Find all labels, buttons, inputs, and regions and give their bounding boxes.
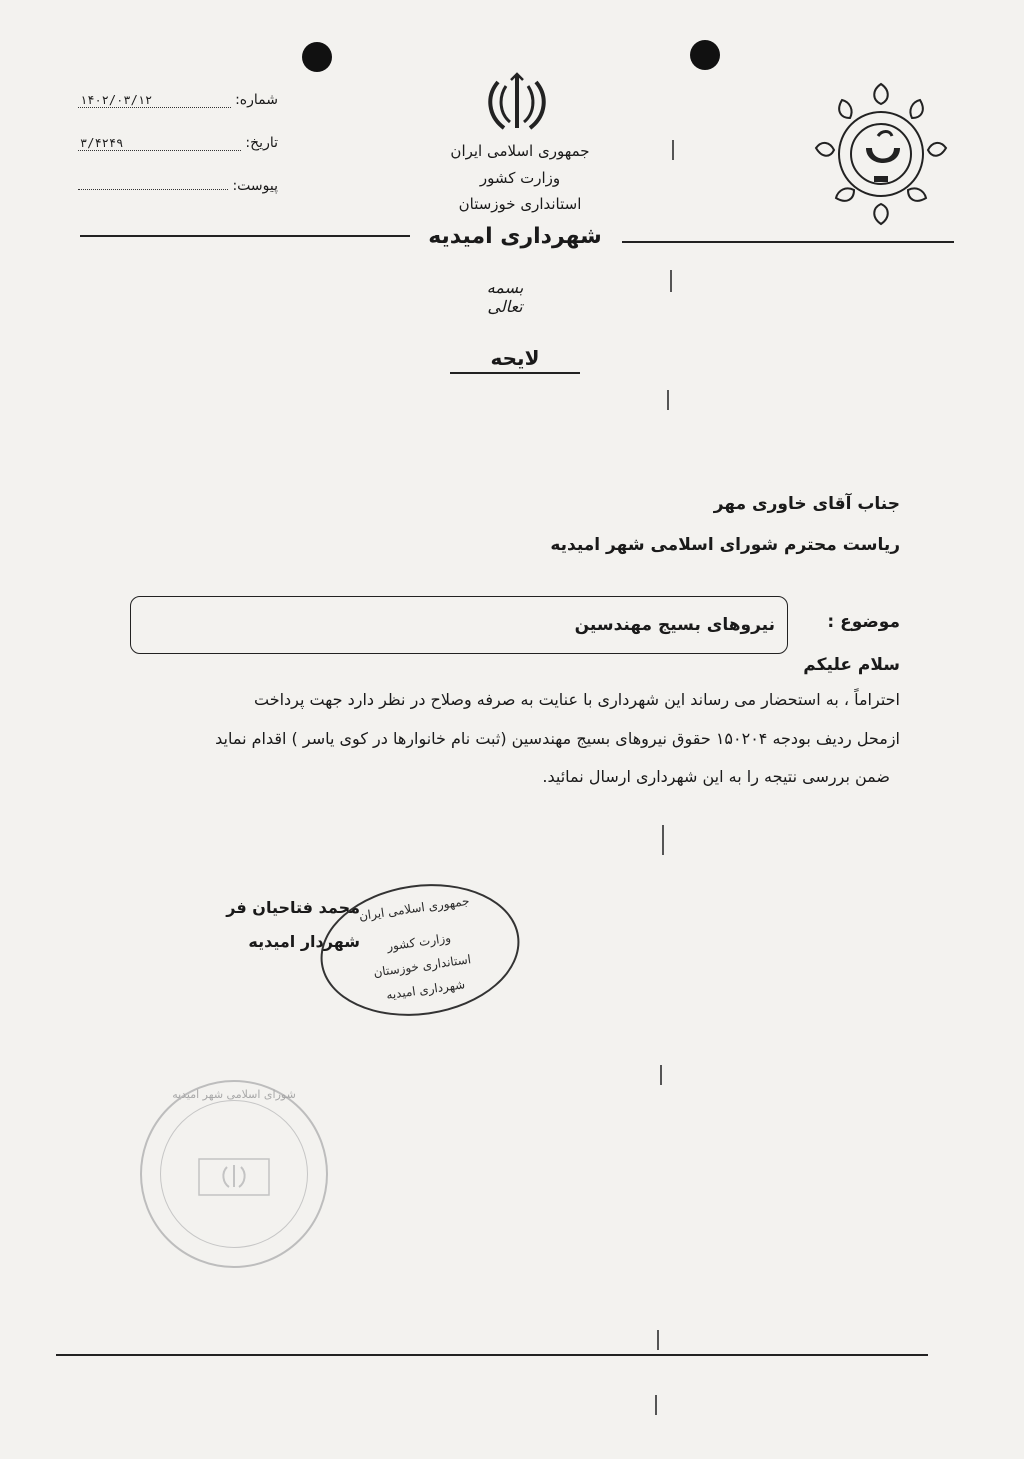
document-type-title: لایحه <box>450 346 580 374</box>
fold-mark <box>657 1330 659 1350</box>
number-label: شماره: <box>235 92 278 108</box>
addressee-name: جناب آقای خاوری مهر <box>713 494 900 514</box>
body-line: احتراماً ، به استحضار می رساند این شهرداری با عنایت به صرفه وصلاح در نظر دارد جهت پرداخت <box>253 690 900 709</box>
date-label: تاریخ: <box>245 135 278 151</box>
fold-mark <box>662 825 664 855</box>
attachment-value <box>78 189 228 190</box>
council-stamp-text: شورای اسلامی شهر امیدیه <box>172 1088 296 1101</box>
official-stamp <box>312 872 528 1029</box>
date-value: ۳/۴۲۴۹ <box>78 136 241 151</box>
province-name: استانداری خوزستان <box>458 195 582 213</box>
subject-label: موضوع : <box>827 612 900 632</box>
stamp-line: وزارت کشور <box>386 930 452 954</box>
fold-mark <box>667 390 669 410</box>
body-line: ضمن بررسی نتیجه را به این شهرداری ارسال نمائید. <box>542 767 890 786</box>
body-line: ازمحل ردیف بودجه ۱۵۰۲۰۴ حقوق نیروهای بسیج مهندسین (ثبت نام خانوارها در کوی یاسر ) اقدام نماید <box>215 729 900 748</box>
footer-divider <box>56 1354 928 1356</box>
signatory-title: شهردار امیدیه <box>248 932 360 951</box>
punch-hole-right <box>690 40 720 70</box>
date-field <box>78 135 278 151</box>
attachment-label: پیوست: <box>232 178 278 194</box>
country-name: جمهوری اسلامی ایران <box>450 142 590 160</box>
iran-emblem-icon <box>484 70 550 136</box>
header-divider-right <box>622 241 954 243</box>
municipality-logo-icon <box>808 76 954 232</box>
stamp-line: استانداری خوزستان <box>372 952 472 980</box>
number-value: ۱۴۰۲/۰۳/۱۲ <box>78 93 231 108</box>
number-field <box>78 92 278 108</box>
signatory-name: محمد فتاحیان فر <box>226 898 360 917</box>
addressee-title: ریاست محترم شورای اسلامی شهر امیدیه <box>550 535 900 555</box>
stamp-line: جمهوری اسلامی ایران <box>358 893 471 924</box>
ministry-name: وزارت کشور <box>479 169 561 187</box>
stamp-line: شهرداری امیدیه <box>385 977 466 1003</box>
greeting: سلام علیکم <box>803 655 900 675</box>
fold-mark <box>670 270 672 292</box>
subject-box <box>130 596 788 654</box>
subject-value: نیروهای بسیج مهندسین <box>574 615 775 635</box>
council-stamp <box>140 1080 328 1268</box>
fold-mark <box>660 1065 662 1085</box>
fold-mark <box>672 140 674 160</box>
fold-mark <box>655 1395 657 1415</box>
council-stamp-inner <box>160 1100 308 1248</box>
bismillah: بسمه تعالی <box>486 278 524 316</box>
attachment-field <box>78 178 278 194</box>
municipality-title: شهرداری امیدیه <box>428 224 602 249</box>
header-divider-left <box>80 235 410 237</box>
punch-hole-left <box>302 42 332 72</box>
